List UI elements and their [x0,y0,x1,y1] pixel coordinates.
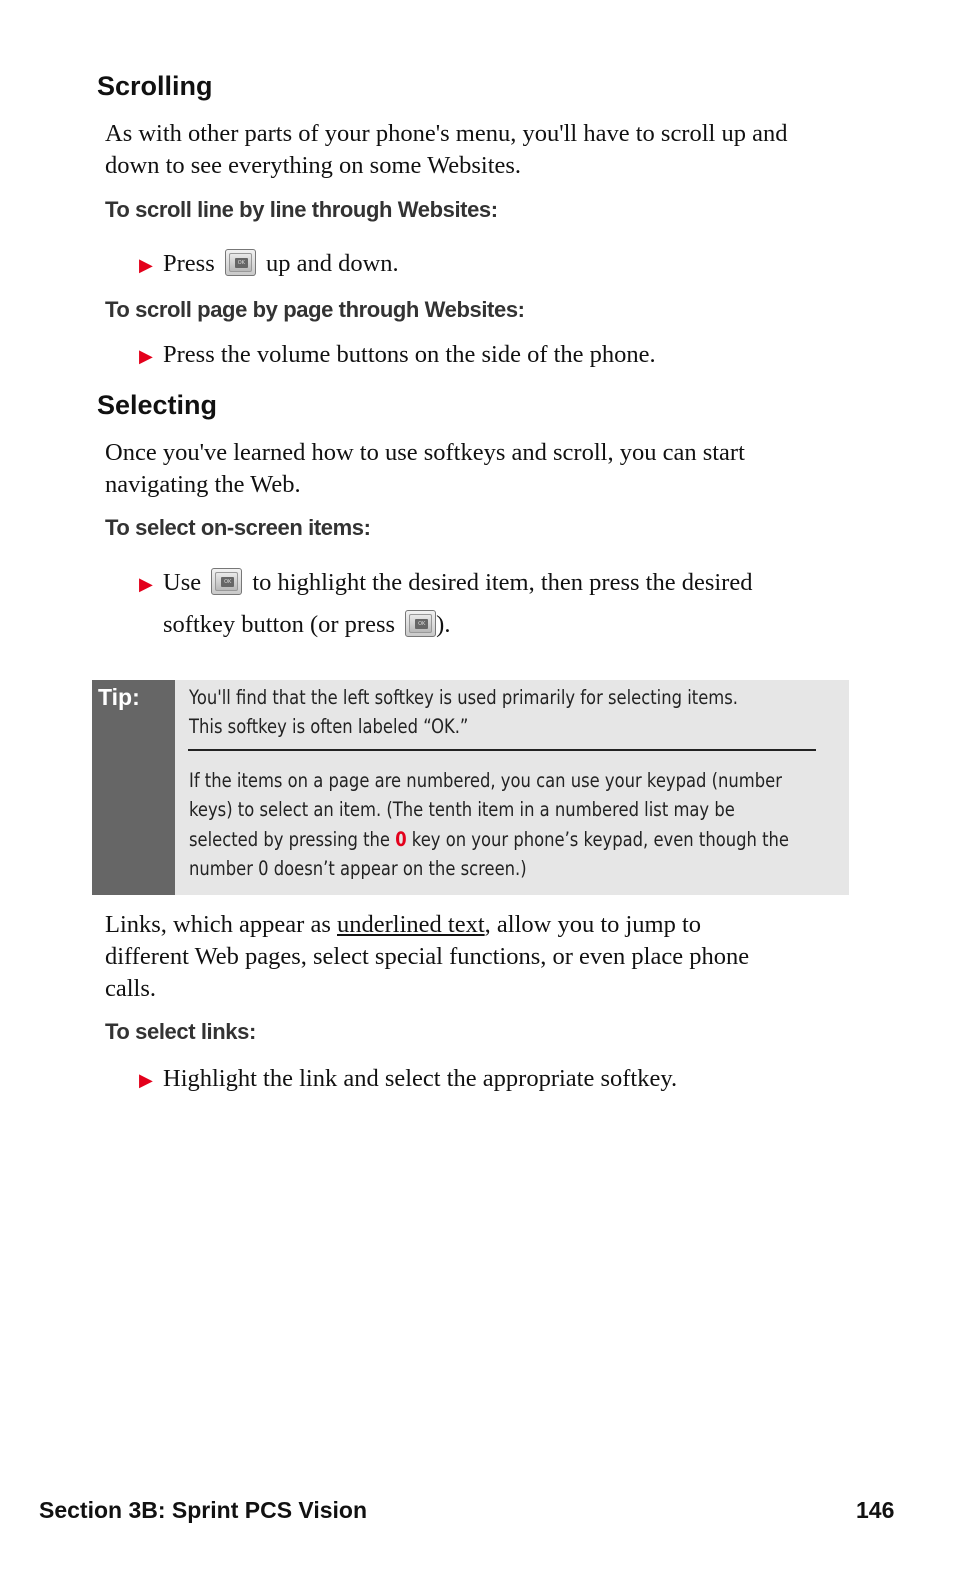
subheading-select-links: To select links: [105,1019,256,1044]
footer-section-title: Section 3B: Sprint PCS Vision [39,1497,368,1523]
underlined-text-example: underlined text [337,911,485,938]
bullet-scroll-page: ▶ Press the volume buttons on the side of the phone. [163,334,656,376]
tip-label-column [92,680,175,895]
bullet-select-items: ▶ Use OK to highlight the desired item, then press the desired softkey button (or press OK ). [163,562,853,646]
section-heading-scrolling: Scrolling [97,71,213,101]
tip-paragraph-2: If the items on a page are numbered, you can use your keypad (number keys) to select an item. (The tenth item in a numbered list may be selected by pressing the 0 key on your phone’s keypad, even though the number 0 doesn’t appear on the screen.) [189,769,789,880]
bullet-select-links: ▶ Highlight the link and select the appropriate softkey. [163,1058,677,1100]
tip-label: Tip: [98,684,140,710]
links-intro: Links, which appear as underlined text, allow you to jump to different Web pages, select special functions, or even place phone calls. [105,911,750,1002]
subheading-scroll-line: To scroll line by line through Websites: [105,197,498,222]
ok-navigation-key-icon [225,249,256,276]
ok-navigation-key-icon [211,568,242,595]
scrolling-intro: As with other parts of your phone's menu, you'll have to scroll up and down to see everything on some Websites. [105,120,788,179]
red-triangle-bullet-icon: ▶ [139,346,153,367]
ok-navigation-key-icon [405,610,436,637]
red-triangle-bullet-icon: ▶ [139,574,153,595]
section-heading-selecting: Selecting [97,390,218,420]
red-triangle-bullet-icon: ▶ [139,255,153,276]
tip-paragraph-1: You'll find that the left softkey is used primarily for selecting items. This softkey is often labeled “OK.” [189,686,738,739]
zero-key-label: 0 [395,827,407,851]
subheading-select-items: To select on-screen items: [105,515,371,540]
red-triangle-bullet-icon: ▶ [139,1070,153,1091]
bullet-scroll-line: ▶ Press OK up and down. [163,243,399,285]
page-number: 146 [856,1497,895,1523]
tip-divider [188,749,816,751]
selecting-intro: Once you've learned how to use softkeys and scroll, you can start navigating the Web. [105,439,745,498]
subheading-scroll-page: To scroll page by page through Websites: [105,297,525,322]
